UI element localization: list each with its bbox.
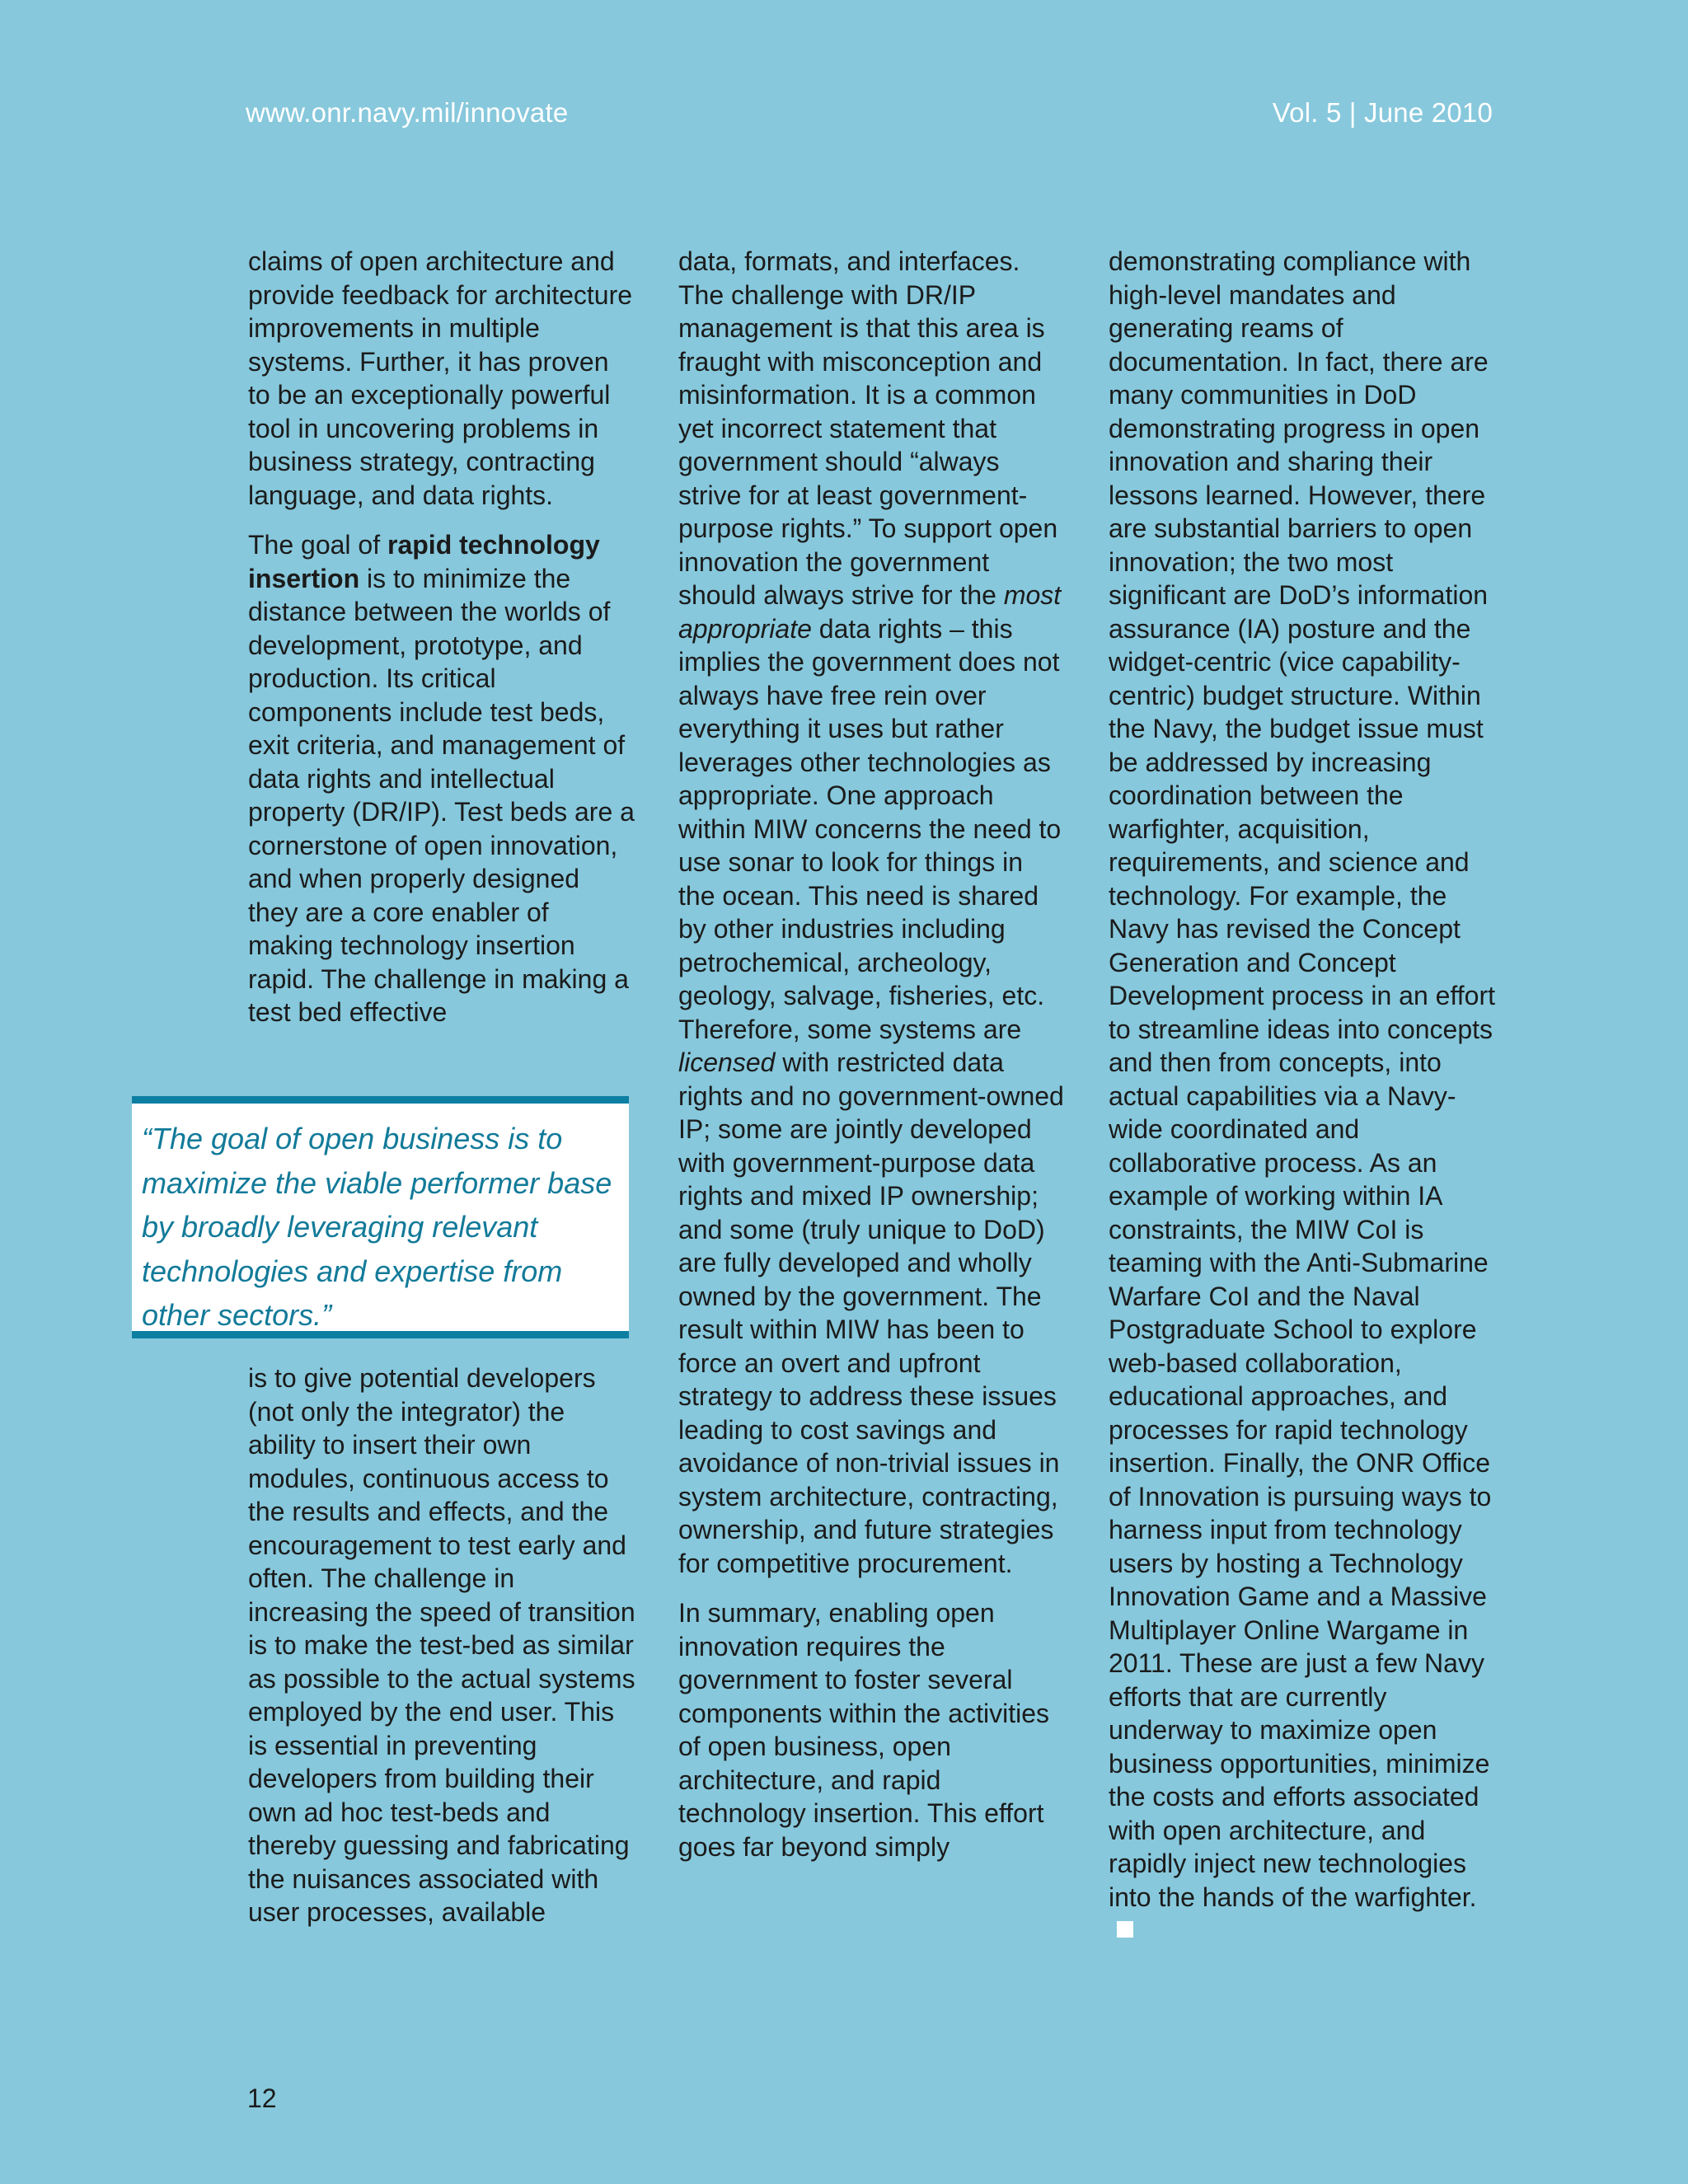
- col1-paragraph-1: claims of open architecture and provide feedback for architecture improvements in multiple systems. Further, it has proven to be an exceptionally powerful tool in uncovering problems in business strategy, contracting language, and data rights.: [248, 246, 633, 510]
- column-1-top: [248, 245, 635, 1046]
- pull-quote-text: “The goal of open business is to maximize the viable performer base by broadly leveraging relevant technologies and expertise from other sectors.”: [142, 1122, 612, 1332]
- end-mark-icon: [1117, 1921, 1133, 1938]
- col1-p2-bold-term: rapid technology insertion: [248, 530, 600, 593]
- col2-p1-italic-term-2: licensed: [678, 1047, 776, 1077]
- col2-paragraph-1: [678, 245, 1066, 1580]
- page-number: 12: [247, 2083, 277, 2113]
- col1-p2-rest: is to minimize the distance between the worlds of development, prototype, and production. Its critical components include test beds, exit criteria, and management of data rights and intellectual property (DR/IP). Test beds are a cornerstone of open innovation, and when properly designed they are a core enabler of making technology insertion rapid. The challenge in making a test bed effective: [248, 563, 635, 1027]
- column-2: [678, 245, 1066, 1880]
- col2-p1-part-b: data rights – this implies the government does not always have free rein over everything it uses but rather leverages other technologies as appropriate. One approach within MIW concerns the need to use sonar to look for things in the ocean. This need is shared by other industries including petrochemical, archeology, geology, salvage, fisheries, etc. Therefore, some systems are: [678, 613, 1062, 1044]
- header-url: www.onr.navy.mil/innovate: [246, 97, 569, 128]
- col2-paragraph-2: In summary, enabling open innovation requires the government to foster several components within the activities of open business, open architecture, and rapid technology insertion. This effort goes far beyond simply: [678, 1598, 1049, 1862]
- col3-paragraph-1: [1109, 245, 1496, 1947]
- column-3: [1109, 245, 1496, 1964]
- col3-p1-text: demonstrating compliance with high-level mandates and generating reams of documentation. In fact, there are many communities in DoD demonstrating progress in open innovation and sharing their lessons learned. However, there are substantial barriers to open innovation; the two most significant are DoD’s information assurance (IA) posture and the widget-centric (vice capability-centric) budget structure. Within the Navy, the budget issue must be addressed by increasing coordination between the warfighter, acquisition, requirements, and science and technology. For example, the Navy has revised the Concept Generation and Concept Development process in an effort to streamline ideas into concepts and then from concepts, into actual capabilities via a Navy-wide coordinated and collaborative process. As an example of working within IA constraints, the MIW CoI is teaming with the Anti-Submarine Warfare CoI and the Naval Postgraduate School to explore web-based collaboration, educational approaches, and processes for rapid technology insertion. Finally, the ONR Office of Innovation is pursuing ways to harness input from technology users by hosting a Technology Innovation Game and a Massive Multiplayer Online Wargame in 2011. These are just a few Navy efforts that are currently underway to maximize open business opportunities, minimize the costs and efforts associated with open architecture, and rapidly inject new technologies into the hands of the warfighter.: [1109, 246, 1495, 1912]
- col1-paragraph-2: [248, 528, 635, 1029]
- col2-p1-italic-term: most appropriate: [678, 580, 1062, 644]
- header-issue: Vol. 5 | June 2010: [1272, 97, 1493, 128]
- col1-paragraph-3: is to give potential developers (not only the integrator) the ability to insert their own modules, continuous access to the results and effects, and the encouragement to test early and often. The challenge in increasing the speed of transition is to make the test-bed as similar as possible to the actual systems employed by the end user. This is essential in preventing developers from building their own ad hoc test-beds and thereby guessing and fabricating the nuisances associated with user processes, available: [248, 1363, 635, 1927]
- col1-p2-lead: The goal of: [248, 530, 387, 560]
- col2-p1-part-a: data, formats, and interfaces. The challenge with DR/IP management is that this area is fraught with misconception and misinformation. It is a common yet incorrect statement that government should “always strive for at least government-purpose rights.” To support open innovation the government should always strive for the: [678, 246, 1058, 610]
- column-1-bottom: [248, 1361, 635, 1946]
- pull-quote-box: [132, 1096, 629, 1338]
- col2-p1-part-c: with restricted data rights and no government-owned IP; some are jointly developed with government-purpose data rights and mixed IP ownership; and some (truly unique to DoD) are fully developed and wholly owned by the government. The result within MIW has been to force an overt and upfront strategy to address these issues leading to cost savings and avoidance of non-trivial issues in system architecture, contracting, ownership, and future strategies for competitive procurement.: [678, 1047, 1064, 1578]
